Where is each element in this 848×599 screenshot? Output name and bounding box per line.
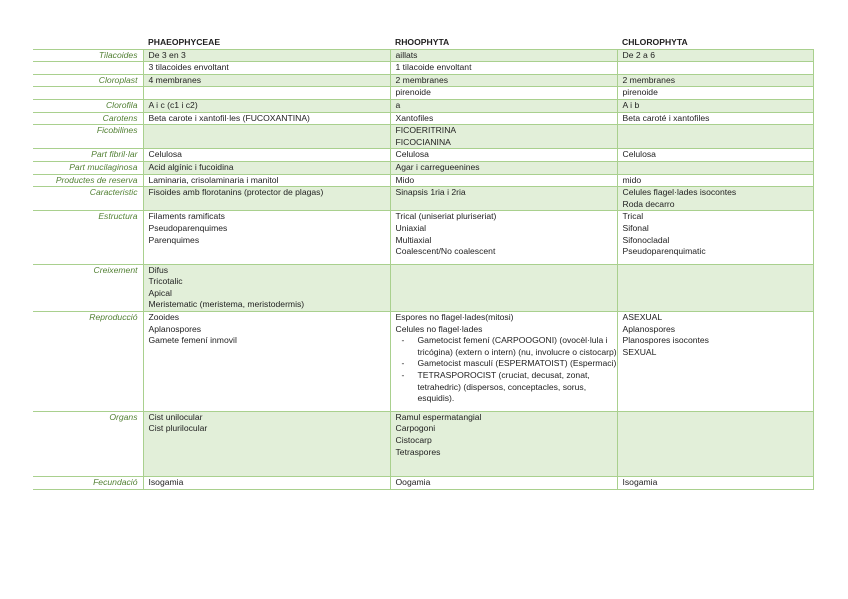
cell-c2: [390, 112, 617, 125]
table-row: [33, 411, 813, 476]
cell-c1: [143, 62, 390, 75]
cell-line: Difus: [148, 264, 169, 275]
cell-line: Gamete femení inmovil: [148, 335, 237, 346]
cell-c1: [143, 312, 390, 412]
row-label: Reproducció: [89, 312, 138, 323]
cell-c2: [390, 312, 617, 412]
cell-c1: [143, 174, 390, 187]
cell-line: [623, 265, 813, 277]
list-item: - TETRASPOROCIST (cruciat, decusat, zonat, tetrahedric) (dispersos, conceptacles, sorus, esquidis).: [418, 370, 618, 405]
header-empty: [33, 36, 143, 49]
row-label: Organs: [33, 411, 143, 476]
cell-line: Sinapsis 1ria i 2ria: [395, 187, 466, 198]
list-item: - Gametocist femení (CARPOOGONI) (ovocèl·lula i tricógina) (extern o intern) (nu, involucre o cistocarp): [418, 335, 618, 358]
table-row: [33, 62, 813, 75]
cell-c3: [617, 112, 813, 125]
cell-line: Laminaria, crisolaminaria i manitol: [148, 174, 279, 185]
cell-c3: [617, 161, 813, 174]
cell-line: Apical: [148, 287, 172, 298]
cell-line: Oogamia: [395, 477, 431, 488]
cell-line: Celules flagel·lades isocontes: [622, 187, 737, 198]
cell-c2: [390, 62, 617, 75]
cell-c3: [617, 99, 813, 112]
cell-line: aillats: [395, 49, 418, 60]
cell-c2: [390, 174, 617, 187]
cell-c1: [143, 161, 390, 174]
cell-c3: [617, 411, 813, 476]
table-row: [33, 264, 813, 311]
cell-line: FICOERITRINA: [395, 125, 457, 136]
cell-line: Mido: [395, 174, 415, 185]
row-label: Creixement: [33, 264, 143, 311]
cell-line: Xantofiles: [395, 112, 434, 123]
row-label: Productes de reserva: [55, 174, 138, 185]
row-label: [33, 62, 143, 75]
cell-c2: [390, 87, 617, 100]
cell-line: [623, 162, 813, 174]
cell-line: Planospores isocontes: [622, 335, 709, 346]
cell-line: 2 membranes: [622, 74, 676, 85]
table-row: [33, 125, 813, 149]
cell-line: pirenoide: [395, 87, 431, 98]
cell-c3: [617, 312, 813, 412]
cell-line: De 3 en 3: [148, 49, 186, 60]
cell-c3: [617, 87, 813, 100]
cell-line: [623, 125, 813, 137]
list-item: - Gametocist masculí (ESPERMATOIST) (Espermaci): [418, 358, 618, 370]
cell-c1: [143, 477, 390, 490]
cell-c2: [390, 477, 617, 490]
header-phaeophyceae: PHAEOPHYCEAE: [143, 36, 390, 49]
table-row: [33, 187, 813, 211]
cell-line: Agar i carregueenines: [395, 161, 480, 172]
cell-line: pirenoide: [622, 87, 658, 98]
cell-c1: [143, 74, 390, 87]
cell-c3: [617, 187, 813, 211]
row-label: Carotens: [102, 112, 138, 123]
cell-c3: [617, 49, 813, 62]
cell-line: Meristematic (meristema, meristodermis): [148, 299, 305, 310]
cell-c3: [617, 264, 813, 311]
table-row: [33, 149, 813, 162]
cell-line: Pseudoparenquimatic: [622, 246, 706, 257]
cell-line: Celulosa: [395, 149, 429, 160]
row-label: Fecundació: [93, 477, 138, 488]
cell-c1: [143, 149, 390, 162]
cell-c1: [143, 87, 390, 100]
cell-line: Multiaxial: [395, 234, 432, 245]
cell-line: FICOCIANINA: [395, 136, 451, 147]
header-chlorophyta: CHLOROPHYTA: [617, 36, 813, 49]
cell-c1: [143, 49, 390, 62]
cell-line: Parenquimes: [148, 234, 200, 245]
cell-line: 1 tilacoide envoltant: [395, 62, 472, 73]
cell-line: [149, 87, 390, 99]
cell-c1: [143, 99, 390, 112]
cell-c2: [390, 149, 617, 162]
dash-list: [396, 335, 617, 405]
cell-line: Celulosa: [148, 149, 182, 160]
row-label: Cloroplast: [33, 74, 143, 87]
cell-line: Sifonocladal: [622, 234, 670, 245]
cell-c3: [617, 477, 813, 490]
row-label: Clorofila: [33, 99, 143, 112]
cell-c2: [390, 211, 617, 264]
cell-line: Carpogoni: [395, 423, 436, 434]
cell-line: 2 membranes: [395, 74, 449, 85]
row-label: [33, 87, 143, 100]
cell-c2: [390, 161, 617, 174]
cell-line: Isogamia: [148, 477, 184, 488]
cell-c3: [617, 125, 813, 149]
cell-c1: [143, 187, 390, 211]
cell-c2: [390, 264, 617, 311]
row-label: Caracteristic: [33, 187, 143, 211]
cell-line: SEXUAL: [622, 346, 657, 357]
cell-c2: [390, 49, 617, 62]
row-label: Part fibril·lar: [91, 149, 138, 160]
cell-c1: [143, 112, 390, 125]
table-row: [33, 477, 813, 490]
cell-line: mido: [622, 174, 642, 185]
cell-line: A i b: [622, 99, 640, 110]
cell-line: Tricotalic: [148, 276, 183, 287]
cell-line: Cist plurilocular: [148, 423, 208, 434]
cell-c2: [390, 99, 617, 112]
cell-c1: [143, 211, 390, 264]
table-row: [33, 112, 813, 125]
cell-line: ASEXUAL: [622, 312, 663, 323]
cell-line: Zooides: [148, 312, 180, 323]
cell-line: Roda decarro: [622, 198, 675, 209]
cell-line: Uniaxial: [395, 222, 427, 233]
row-label: Part mucilaginosa: [33, 161, 143, 174]
cell-line: Celulosa: [622, 149, 656, 160]
table-row: [33, 174, 813, 187]
cell-line: Beta carote i xantofil·les (FUCOXANTINA): [148, 112, 310, 123]
cell-line: [149, 125, 390, 137]
cell-c3: [617, 62, 813, 75]
cell-line: Pseudoparenquimes: [148, 222, 228, 233]
cell-c1: [143, 411, 390, 476]
cell-c3: [617, 74, 813, 87]
cell-line: De 2 a 6: [622, 49, 655, 60]
cell-line: [623, 412, 813, 424]
header-row: [33, 36, 813, 49]
table-row: [33, 312, 813, 412]
cell-line: Espores no flagel·lades(mitosi): [395, 312, 514, 323]
cell-line: Fisoides amb florotanins (protector de plagas): [148, 187, 324, 198]
cell-line: [623, 62, 813, 74]
table-row: [33, 49, 813, 62]
cell-line: Ramul espermatangial: [395, 411, 482, 422]
cell-line: Cistocarp: [395, 435, 432, 445]
cell-line: Coalescent/No coalescent: [395, 246, 496, 257]
cell-c3: [617, 149, 813, 162]
cell-line: 3 tilacoides envoltant: [148, 62, 229, 73]
header-rhoophyta: RHOOPHYTA: [390, 36, 617, 49]
table-row: [33, 161, 813, 174]
cell-line: Tetraspores: [395, 446, 441, 457]
cell-line: 4 membranes: [148, 74, 202, 85]
cell-line: Isogamia: [622, 477, 658, 488]
cell-line: A i c (c1 i c2): [148, 99, 198, 110]
row-label: Ficobilines: [33, 125, 143, 149]
cell-line: Celules no flagel·lades: [395, 323, 483, 334]
cell-line: Acid algínic i fucoidina: [148, 161, 234, 172]
cell-c1: [143, 125, 390, 149]
cell-line: Aplanospores: [622, 323, 676, 334]
row-label: Estructura: [98, 211, 138, 222]
cell-c3: [617, 174, 813, 187]
cell-c3: [617, 211, 813, 264]
table-row: [33, 211, 813, 264]
cell-c2: [390, 125, 617, 149]
cell-line: [396, 265, 617, 277]
cell-c1: [143, 264, 390, 311]
cell-line: Aplanospores: [148, 323, 202, 334]
cell-c2: [390, 411, 617, 476]
cell-line: Sifonal: [622, 222, 649, 233]
row-label: Tilacoides: [33, 49, 143, 62]
algae-comparison-table: [33, 36, 814, 490]
cell-line: Trical: [622, 211, 644, 222]
cell-line: a: [395, 99, 401, 110]
cell-line: Filaments ramificats: [148, 211, 225, 222]
cell-c2: [390, 187, 617, 211]
table-row: [33, 99, 813, 112]
cell-c2: [390, 74, 617, 87]
table-row: [33, 74, 813, 87]
cell-line: Trical (uniseriat pluriseriat): [395, 211, 497, 222]
cell-line: Beta caroté i xantofiles: [622, 112, 710, 123]
cell-line: Cist unilocular: [148, 411, 203, 422]
table-row: [33, 87, 813, 100]
